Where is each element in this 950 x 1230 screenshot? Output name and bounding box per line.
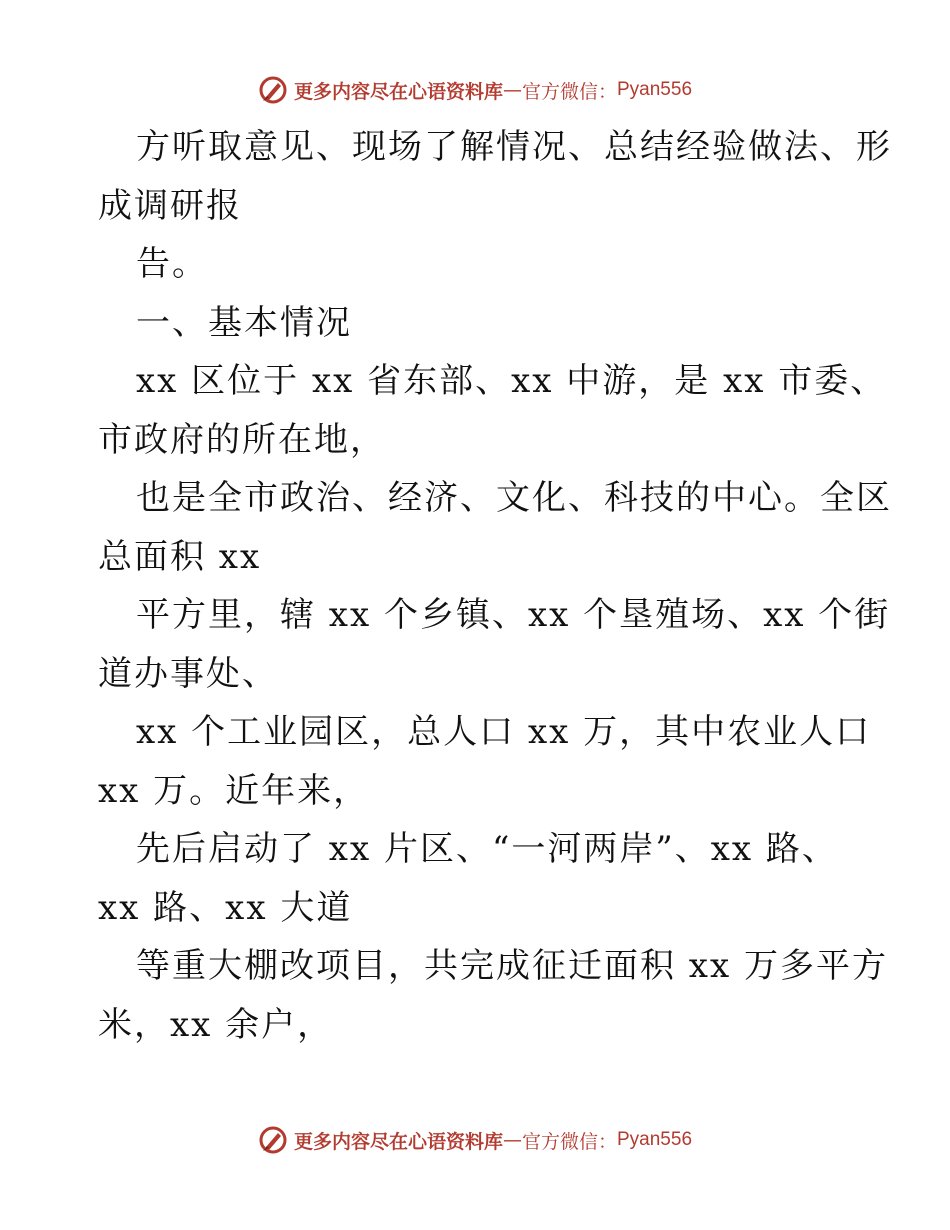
watermark-wechat-label: 官方微信： — [521, 80, 617, 103]
text-line: 成调研报 — [98, 185, 242, 226]
watermark-wechat-label: 官方微信： — [521, 1130, 617, 1153]
pen-logo-icon — [258, 1125, 288, 1155]
footer-watermark — [0, 1120, 950, 1160]
pen-logo-icon — [258, 75, 288, 105]
text-line: xx 万。近年来， — [98, 770, 370, 811]
text-line: 等重大棚改项目，共完成征迁面积 xx 万多平方 — [136, 946, 888, 986]
watermark-text: 更多内容尽在心语资料库 — [293, 80, 503, 103]
text-line: xx 区位于 xx 省东部、xx 中游，是 xx 市委、 — [136, 361, 887, 401]
text-line: 道办事处、 — [98, 653, 278, 694]
watermark-text: 更多内容尽在心语资料库 — [293, 1130, 503, 1153]
text-line: 告。 — [136, 244, 208, 284]
text-line: xx 路、xx 大道 — [98, 887, 353, 928]
text-line: 也是全市政治、经济、文化、科技的中心。全区 — [136, 478, 892, 518]
document-body — [98, 118, 892, 1054]
section-heading: 一、基本情况 — [136, 302, 352, 343]
text-line: 先后启动了 xx 片区、“一河两岸”、xx 路、 — [136, 829, 838, 869]
watermark-dash: — — [502, 79, 522, 101]
header-watermark — [0, 70, 950, 110]
text-line: 市政府的所在地， — [98, 419, 386, 460]
text-line: 平方里，辖 xx 个乡镇、xx 个垦殖场、xx 个街 — [136, 595, 891, 635]
text-line: 方听取意见、现场了解情况、总结经验做法、形 — [136, 127, 892, 167]
watermark-dash: — — [502, 1129, 522, 1151]
text-line: 总面积 xx — [98, 536, 262, 577]
text-line: xx 个工业园区，总人口 xx 万，其中农业人口 — [136, 712, 872, 752]
watermark-wechat-id: Pyan556 — [617, 79, 693, 100]
text-line: 米，xx 余户， — [98, 1004, 334, 1045]
watermark-wechat-id: Pyan556 — [617, 1129, 693, 1150]
